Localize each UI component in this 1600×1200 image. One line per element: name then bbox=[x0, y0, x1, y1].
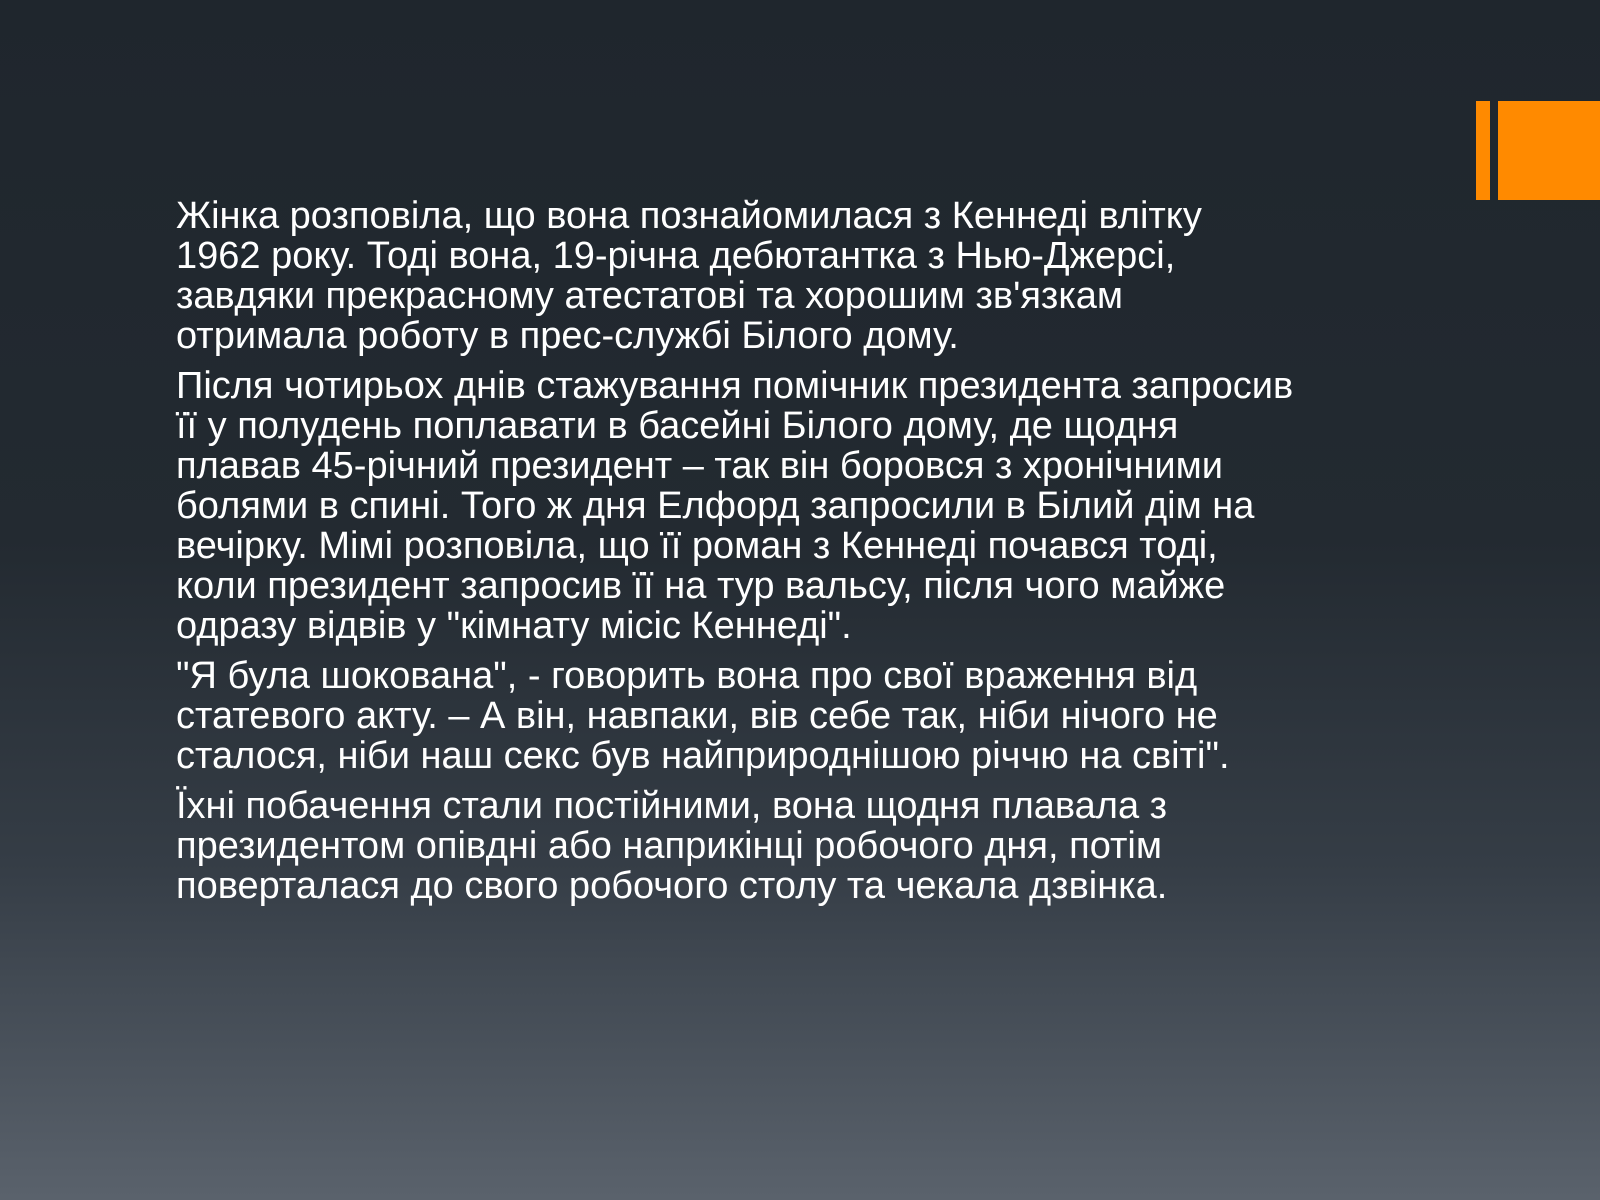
paragraph-1: Жінка розповіла, що вона познайомилася з Кеннеді влітку 1962 року. Тоді вона, 19-річна дебютантка з Нью-Джерсі, завдяки прекрасному атестатові та хорошим зв'язкам отримала роботу в прес-службі Білого дому. bbox=[176, 195, 1202, 357]
accent-bar-block bbox=[1498, 101, 1600, 200]
paragraph-3: "Я була шокована", - говорить вона про свої враження від статевого акту. – А він, навпаки, вів себе так, ніби нічого не сталося, ніби наш секс був найприроднішою річчю на світі". bbox=[176, 655, 1230, 777]
slide-body bbox=[176, 196, 1436, 916]
paragraph-4: Їхні побачення стали постійними, вона щодня плавала з президентом опівдні або наприкінці робочого дня, потім поверталася до свого робочого столу та чекала дзвінка. bbox=[176, 785, 1168, 907]
accent-bar-thin bbox=[1476, 101, 1490, 200]
paragraph-2: Після чотирьох днів стажування помічник президента запросив її у полудень поплавати в басейні Білого дому, де щодня плавав 45-річний президент – так він боровся з хронічними болями в спині. Того ж дня Елфорд запросили в Білий дім на вечірку. Мімі розповіла, що її роман з Кеннеді почався тоді, коли президент запросив її на тур вальсу, після чого майже одразу відвів у "кімнату місіс Кеннеді". bbox=[176, 365, 1294, 647]
